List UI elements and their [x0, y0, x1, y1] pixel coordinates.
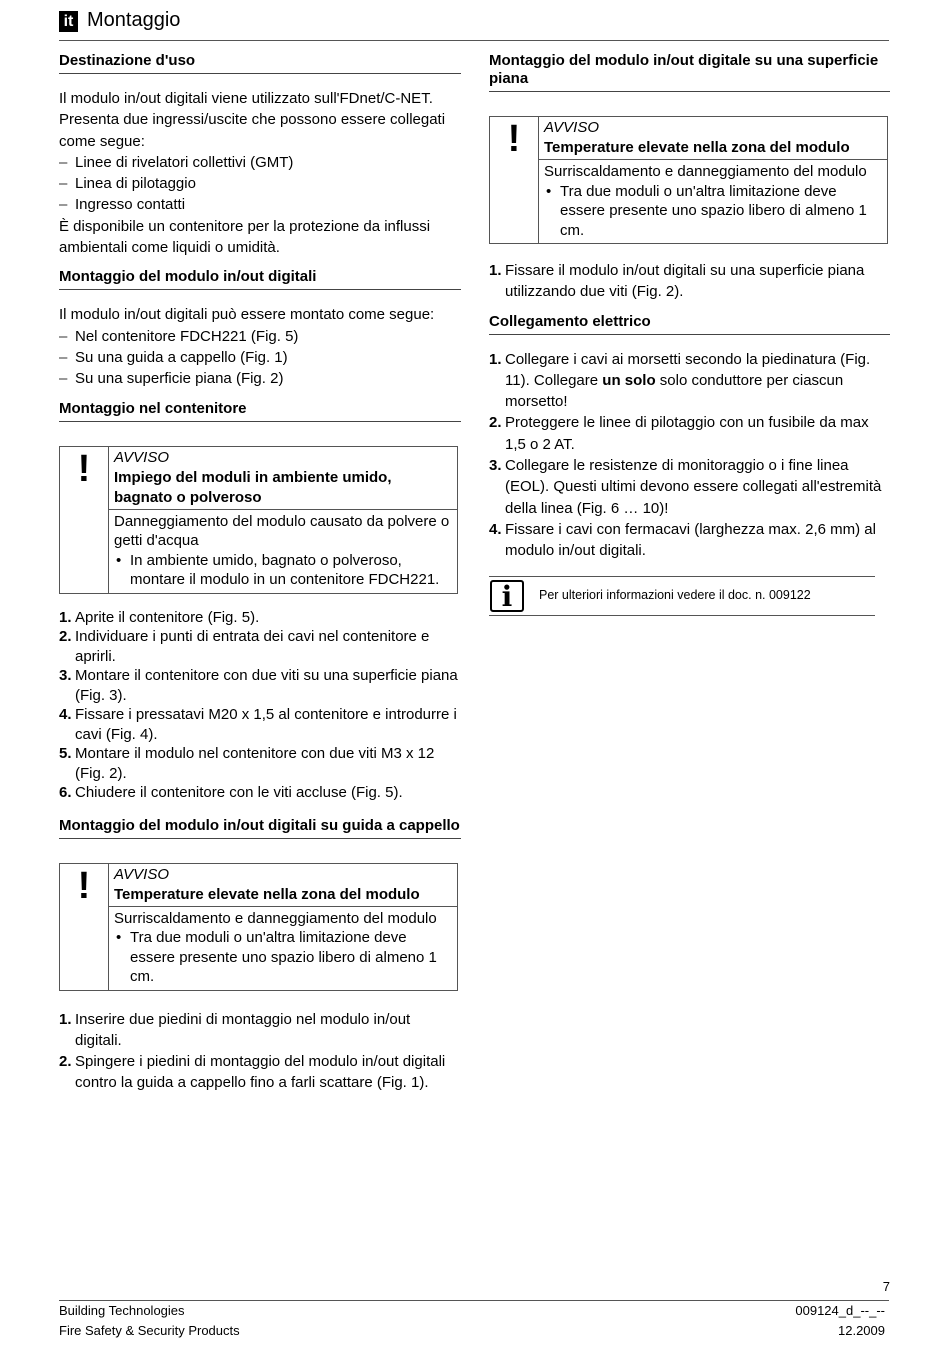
notice-label: AVVISO [114, 448, 170, 466]
page-number: 7 [882, 1279, 890, 1294]
step-list [59, 1009, 461, 1094]
step-item: 3. Collegare le resistenze di monitoraggio o i fine linea (EOL). Questi ultimi devono essere collegati all'estremità della linea (Fig. 6 … 10)! [489, 457, 882, 517]
notice-bullet: • Tra due moduli o un'altra limitazione deve essere presente uno spazio libero di almeno 1 cm. [544, 182, 883, 241]
page-header [59, 7, 889, 41]
notice-title: Impiego del moduli in ambiente umido, bagnato o polveroso [109, 468, 457, 510]
exclamation-icon: ! [507, 118, 521, 160]
step-item: 2. Spingere i piedini di montaggio del modulo in/out digitali contro la guida a cappello fino a farli scattare (Fig. 1). [59, 1053, 446, 1092]
page-footer [59, 1300, 889, 1341]
section-heading: Collegamento elettrico [489, 313, 890, 335]
step-item: 3. Montare il contenitore con due viti su una superficie piana (Fig. 3). [59, 667, 458, 704]
right-column [489, 52, 890, 616]
list-item: – Su una guida a cappello (Fig. 1) [59, 347, 461, 368]
footer-company: Building Technologies [59, 1303, 185, 1318]
step-item: 4. Fissare i pressatavi M20 x 1,5 al contenitore e introdurre i cavi (Fig. 4). [59, 706, 457, 743]
warning-notice [59, 446, 458, 594]
section-heading: Montaggio del modulo in/out digitali su guida a cappello [59, 817, 461, 839]
step-item: 2. Proteggere le linee di pilotaggio con un fusibile da max 1,5 o 2 AT. [489, 414, 869, 453]
step-list [489, 260, 890, 303]
dash-list [59, 152, 461, 216]
notice-bullet: • Tra due moduli o un'altra limitazione deve essere presente uno spazio libero di almeno 1 cm. [114, 928, 453, 987]
list-item: – Nel contenitore FDCH221 (Fig. 5) [59, 326, 461, 347]
list-item: – Ingresso contatti [59, 194, 461, 215]
info-text: Per ulteriori informazioni vedere il doc. n. 009122 [539, 587, 811, 602]
language-badge: it [59, 11, 78, 32]
section-heading: Montaggio del modulo in/out digitali [59, 268, 461, 290]
step-item: 4. Fissare i cavi con fermacavi (larghezza max. 2,6 mm) al modulo in/out digitali. [489, 520, 876, 560]
list-item: – Su una superficie piana (Fig. 2) [59, 368, 461, 389]
page-title: Montaggio [87, 9, 181, 31]
paragraph: Il modulo in/out digitali viene utilizzato sull'FDnet/C-NET. Presenta due ingressi/uscite che possono essere collegati come segue: [59, 90, 446, 150]
notice-text: Surriscaldamento e danneggiamento del modulo [114, 909, 437, 927]
step-item: 1. Inserire due piedini di montaggio nel modulo in/out digitali. [59, 1010, 411, 1049]
info-note [489, 576, 875, 616]
dash-list [59, 326, 461, 390]
section-heading: Montaggio del modulo in/out digitale su una superficie piana [489, 52, 890, 92]
section-heading: Montaggio nel contenitore [59, 400, 461, 422]
list-item: – Linea di pilotaggio [59, 173, 461, 194]
list-item: – Linee di rivelatori collettivi (GMT) [59, 152, 461, 173]
notice-bullet: • In ambiente umido, bagnato o polveroso, montare il modulo in un contenitore FDCH221. [114, 551, 453, 590]
step-item: 1. Aprite il contenitore (Fig. 5). [59, 608, 260, 626]
step-list [489, 349, 890, 562]
step-item: 5. Montare il modulo nel contenitore con due viti M3 x 12 (Fig. 2). [59, 745, 435, 782]
step-list [59, 608, 461, 803]
exclamation-icon: ! [77, 864, 91, 907]
footer-doc-id: 009124_d_--_-- [795, 1303, 885, 1318]
notice-text: Danneggiamento del modulo causato da polvere o getti d'acqua [114, 512, 450, 550]
notice-label: AVVISO [544, 119, 600, 136]
section-heading: Destinazione d'uso [59, 52, 461, 74]
info-icon: i [490, 580, 524, 612]
step-item: 6. Chiudere il contenitore con le viti accluse (Fig. 5). [59, 784, 403, 802]
step-item: 1. Fissare il modulo in/out digitali su una superficie piana utilizzando due viti (Fig. 2). [489, 262, 865, 301]
warning-notice [489, 116, 888, 244]
footer-date: 12.2009 [838, 1323, 885, 1338]
paragraph: È disponibile un contenitore per la protezione da influssi ambientali come liquidi o umidità. [59, 217, 431, 257]
step-item: 1. Collegare i cavi ai morsetti secondo la piedinatura (Fig. 11). Collegare un solo solo conduttore per ciascun morsetto! [489, 350, 871, 411]
step-item: 2. Individuare i punti di entrata dei cavi nel contenitore e aprirli. [59, 628, 430, 665]
footer-division: Fire Safety & Security Products [59, 1323, 240, 1338]
paragraph: Il modulo in/out digitali può essere montato come segue: [59, 306, 435, 324]
left-column [59, 52, 461, 1094]
warning-notice [59, 863, 458, 991]
notice-title: Temperature elevate nella zona del modulo [539, 138, 887, 160]
exclamation-icon: ! [77, 447, 91, 490]
notice-text: Surriscaldamento e danneggiamento del modulo [544, 163, 867, 180]
notice-title: Temperature elevate nella zona del modulo [109, 885, 457, 907]
notice-label: AVVISO [114, 865, 170, 883]
